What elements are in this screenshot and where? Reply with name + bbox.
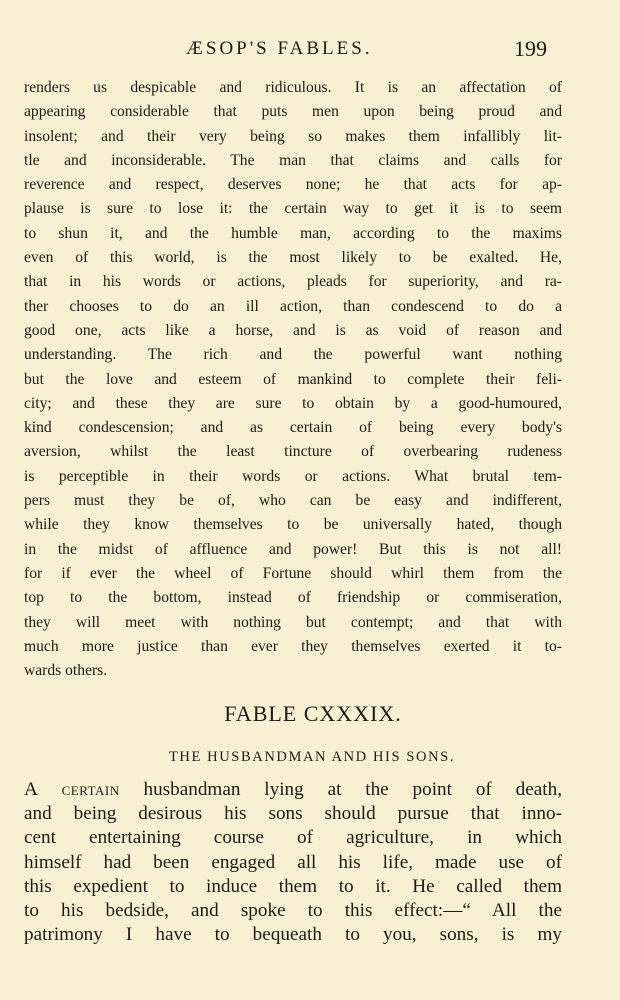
fable-text-line: and being desirous his sons should pursue that inno- xyxy=(24,803,562,825)
text-line: aversion, whilst the least tincture of overbearing rudeness xyxy=(24,443,562,461)
fable-text-line: to his bedside, and spoke to this effect:—“ All the xyxy=(24,899,562,921)
text-line: appearing considerable that puts men upon being proud and xyxy=(24,103,562,121)
text-line: for if ever the wheel of Fortune should whirl them from the xyxy=(24,564,562,582)
text-line: ther chooses to do an ill action, than condescend to do a xyxy=(24,297,562,315)
running-title: ÆSOP'S FABLES. xyxy=(186,38,373,59)
fable-text-line: himself had been engaged all his life, made use of xyxy=(24,851,562,873)
text-line: city; and these they are sure to obtain by a good-humoured, xyxy=(24,394,562,412)
commentary-paragraph xyxy=(24,76,562,683)
fable-text-line: this expedient to induce them to it. He called them xyxy=(24,875,562,897)
first-line-text: husbandman lying at the point of death, xyxy=(119,779,562,800)
fable-text-line: patrimony I have to bequeath to you, sons, is my xyxy=(24,924,562,946)
fable-number-heading: FABLE CXXXIX. xyxy=(224,701,402,726)
text-line: insolent; and their very being so makes them infallibly lit- xyxy=(24,127,562,145)
text-line: pers must they be of, who can be easy and indifferent, xyxy=(24,492,562,510)
text-line: even of this world, is the most likely to be exalted. He, xyxy=(24,249,562,267)
fable-title-heading: THE HUSBANDMAN AND HIS SONS. xyxy=(168,749,456,765)
text-line: that in his words or actions, pleads for superiority, and ra- xyxy=(24,273,562,291)
text-line: kind condescension; and as certain of being every body's xyxy=(24,419,562,437)
page-number: 199 xyxy=(514,36,547,61)
text-line: while they know themselves to be universally hated, though xyxy=(24,516,562,534)
fable-paragraph xyxy=(24,778,562,947)
text-line: to shun it, and the humble man, according to the maxims xyxy=(24,224,562,242)
text-line: in the midst of affluence and power! But this is not all! xyxy=(24,540,562,558)
text-line: wards others. xyxy=(24,662,108,680)
text-line: much more justice than ever they themselves exerted it to- xyxy=(24,637,562,655)
text-line: reverence and respect, deserves none; he that acts for ap- xyxy=(24,176,562,194)
running-head xyxy=(0,34,620,64)
text-line: but the love and esteem of mankind to complete their feli- xyxy=(24,370,562,388)
text-line: tle and inconsiderable. The man that claims and calls for xyxy=(24,151,562,169)
fable-text-line: cent entertaining course of agriculture, in which xyxy=(24,827,562,849)
text-line: renders us despicable and ridiculous. It is an affectation of xyxy=(24,79,562,96)
text-line: is perceptible in their words or actions. What brutal tem- xyxy=(24,467,562,485)
text-line: plause is sure to lose it: the certain way to get it is to seem xyxy=(24,200,562,218)
text-line: understanding. The rich and the powerful want nothing xyxy=(24,346,562,364)
text-line: good one, acts like a horse, and is as void of reason and xyxy=(24,321,562,339)
text-line: top to the bottom, instead of friendship or commiseration, xyxy=(24,589,562,607)
fable-first-line xyxy=(24,778,562,802)
text-line: they will meet with nothing but contempt; and that with xyxy=(24,613,562,631)
opening-small-caps: A certain xyxy=(24,779,120,800)
